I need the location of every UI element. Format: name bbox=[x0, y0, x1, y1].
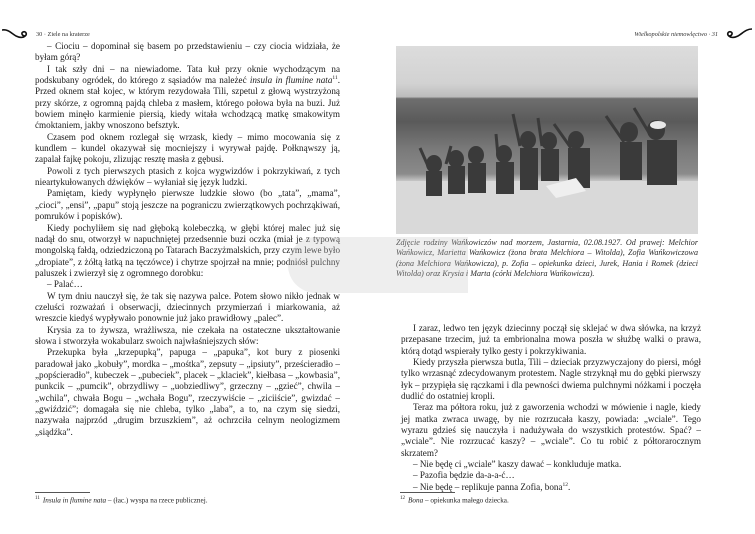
running-head-left bbox=[2, 27, 90, 41]
footnote-divider bbox=[35, 492, 90, 493]
paragraph: Powoli z tych pierwszych ptasich z kojca wygwizdów i pokrzykiwań, z tych nieartykułowanych dźwięków – wyłaniał się język ludzki. bbox=[35, 165, 340, 188]
photo-figures-icon bbox=[396, 46, 698, 234]
running-head-right bbox=[634, 27, 752, 41]
paragraph: – Nie będę – replikuje panna Zofia, bona$^{12}$. bbox=[413, 481, 571, 492]
footnote-ref: 11 bbox=[332, 74, 338, 81]
paragraph: Kiedy pochyliłem się nad głęboką kolebeczką, w głębi której malec już się nadął do snu, otworzył w napuchniętej przedsennie buzi oczka (miał je z typową mongolską fałdą, odziedziczoną po Tatarach Baczyżmalskich, przy czym lewe było „dropiate”, z żółtą łatką na tęczówce) i chytrze spojrzał na mnie; podniósł pulchny paluszek i zwierzył się z ogromnego dorobku: bbox=[35, 222, 341, 278]
paragraph: Teraz ma półtora roku, już z gaworzenia wchodzi w mówienie i nagle, kiedy jej matka zwraca uwagę, by nie rozrzucała kaszy, powiada: „wciale”. Tego wyrazu gdzieś się nauczyła i nadużywała do wszystkich protestów. Spać? – „wciale”. Nie rozrzucać kaszy? – „wciale”. Co tu robić z półtorarocznym skrzatem? bbox=[401, 402, 701, 458]
paragraph: Kiedy przyszła pierwsza butla, Tili – dzieciak przyzwyczajony do piersi, mógł tylko wrzasnąć zdecydowanym protestem. Nagle strzyknął mu do gębki pierwszy łyk – przypięła się rączkami i dla pewności dwiema pulchnymi nóżkami i poczęła dudlić do ostatniej kropli. bbox=[401, 357, 701, 402]
paragraph: – Pazofia będzie da-a-a-ć… bbox=[413, 470, 515, 481]
running-head-text: Wielkopolskie niemowlęctwo · 31 bbox=[634, 30, 718, 38]
paragraph: – Palać… bbox=[47, 279, 83, 290]
flourish-ornament-icon bbox=[722, 27, 752, 41]
left-page-body bbox=[35, 41, 340, 438]
paragraph: I zaraz, ledwo ten język dziecinny począł się sklejać w dwa słówka, na krzyż przepasane trzecim, już ta embrionalna mowa poszła w służbę walki o prawa, którą dotąd wspierały tylko gesty i pokrzykiwania. bbox=[401, 323, 701, 356]
paragraph: I tak szły dni – na niewiadome. Tata kuł przy oknie wychodzącym na podskubany ogródek, do którego z sąsiadów ma należeć insula in flumine nata$^{11}$. Przed oknem stał kojec, w którym rezydowała Tili, szpetul z głową wystrzyżoną przy skórze, z ogromną pajdą chleba z masłem, którego połowa była na buzi. Już bowiem minęło karmienie piersią, kiedy witała wchodzącą matkę smakowitym ćmoktaniem, jakby wnoszono befsztyk. bbox=[35, 63, 340, 131]
paragraph: – Ciociu – dopominał się basem po przedstawieniu – czy ciocia widziała, że byłam górą? bbox=[35, 41, 340, 63]
footnote: $^{11}$ Insula in flumine nata – (łac.) wyspa na rzece publicznej. bbox=[35, 496, 208, 505]
right-page bbox=[377, 0, 754, 534]
paragraph: Pamiętam, kiedy wypłynęło pierwsze ludzkie słowo (bo „tata”, „mama”, „cioci”, „ensi”, „papu” stoją jeszcze na pograniczu zwierzątkowych pochrząkiwań, pomruków i popisków). bbox=[35, 188, 340, 222]
right-page-body bbox=[401, 323, 701, 493]
paragraph: W tym dniu nauczył się, że tak się nazywa palce. Potem słowo nikło jednak w czeluści rozważań i obserwacji, dziecinnych przymierzań i miarkowania, aż wreszcie kiedyś wypływało ponownie już jako prawidłowy „palec”. bbox=[35, 290, 340, 324]
running-head-text: 30 · Ziele na kraterze bbox=[36, 30, 90, 38]
paragraph: – Nie będę ci „wciale” kaszy dawać – konkluduje matka. bbox=[413, 459, 622, 470]
beach-family-photo bbox=[396, 46, 698, 234]
paragraph: Czasem pod oknem rozlegał się wrzask, kiedy – mimo mocowania się z kundlem – kundel okazywał się mocniejszy i wyrywał pajdę. Połknąwszy ją, zapalał fajkę pokoju, zlizując resztę masła z gębusi. bbox=[35, 131, 340, 165]
photo-caption: Zdjęcie rodziny Wańkowiczów nad morzem, Jastarnia, 02.08.1927. Od prawej: Melchior Wańkowicz, Marietta Wańkowicz (żona brata Melchiora – Witolda), Zofia Wańkowiczowa (żona Melchiora Wańkowicza), p. Zofia – opiekunka dzieci, Jurek, Hania i Romek (dzieci Witolda) oraz Krysia i Marta (córki Melchiora Wańkowicza). bbox=[396, 238, 698, 278]
footnote: $^{12}$ Bona – opiekunka małego dziecka. bbox=[400, 496, 509, 505]
paragraph: Przekupka była „krzepupką”, papuga – „papuka”, kot bury z piosenki paradował jako „kobuły”, mordka – „mośtka”, zepsuty – „ipsiuty”, prześcieradło – „popścieradło”, kubeczek – „pubeciek”, placek – „klaciek”, kiełbasa – „kowbasia”, punkcik – „pumcik”, obrzydliwy – „uobziedliwy”, grzeczny – „gzieć”, chwila – „wchila”, chwała Bogu – „wchała Bogu”, rzeczywiście – „ziciiście”, gwizdać – „gwiździć”; domagała się nie chleba, tylko „laba”, a to, na czym się siedzi, nazywała najprzód „drugim brzuszkiem”, aż ochrzciła celnym neologizmem „siądźka”. bbox=[35, 347, 340, 437]
paragraph: Krysia za to żywsza, wrażliwsza, nie czekała na ostateczne ukształtowanie słowa i stworzyła wokabularz swoich najwłaśniejszych słów: bbox=[35, 324, 340, 346]
footnote-divider bbox=[400, 492, 455, 493]
left-page bbox=[0, 0, 377, 534]
footnote-ref: 12 bbox=[562, 481, 568, 488]
flourish-ornament-icon bbox=[2, 27, 32, 41]
